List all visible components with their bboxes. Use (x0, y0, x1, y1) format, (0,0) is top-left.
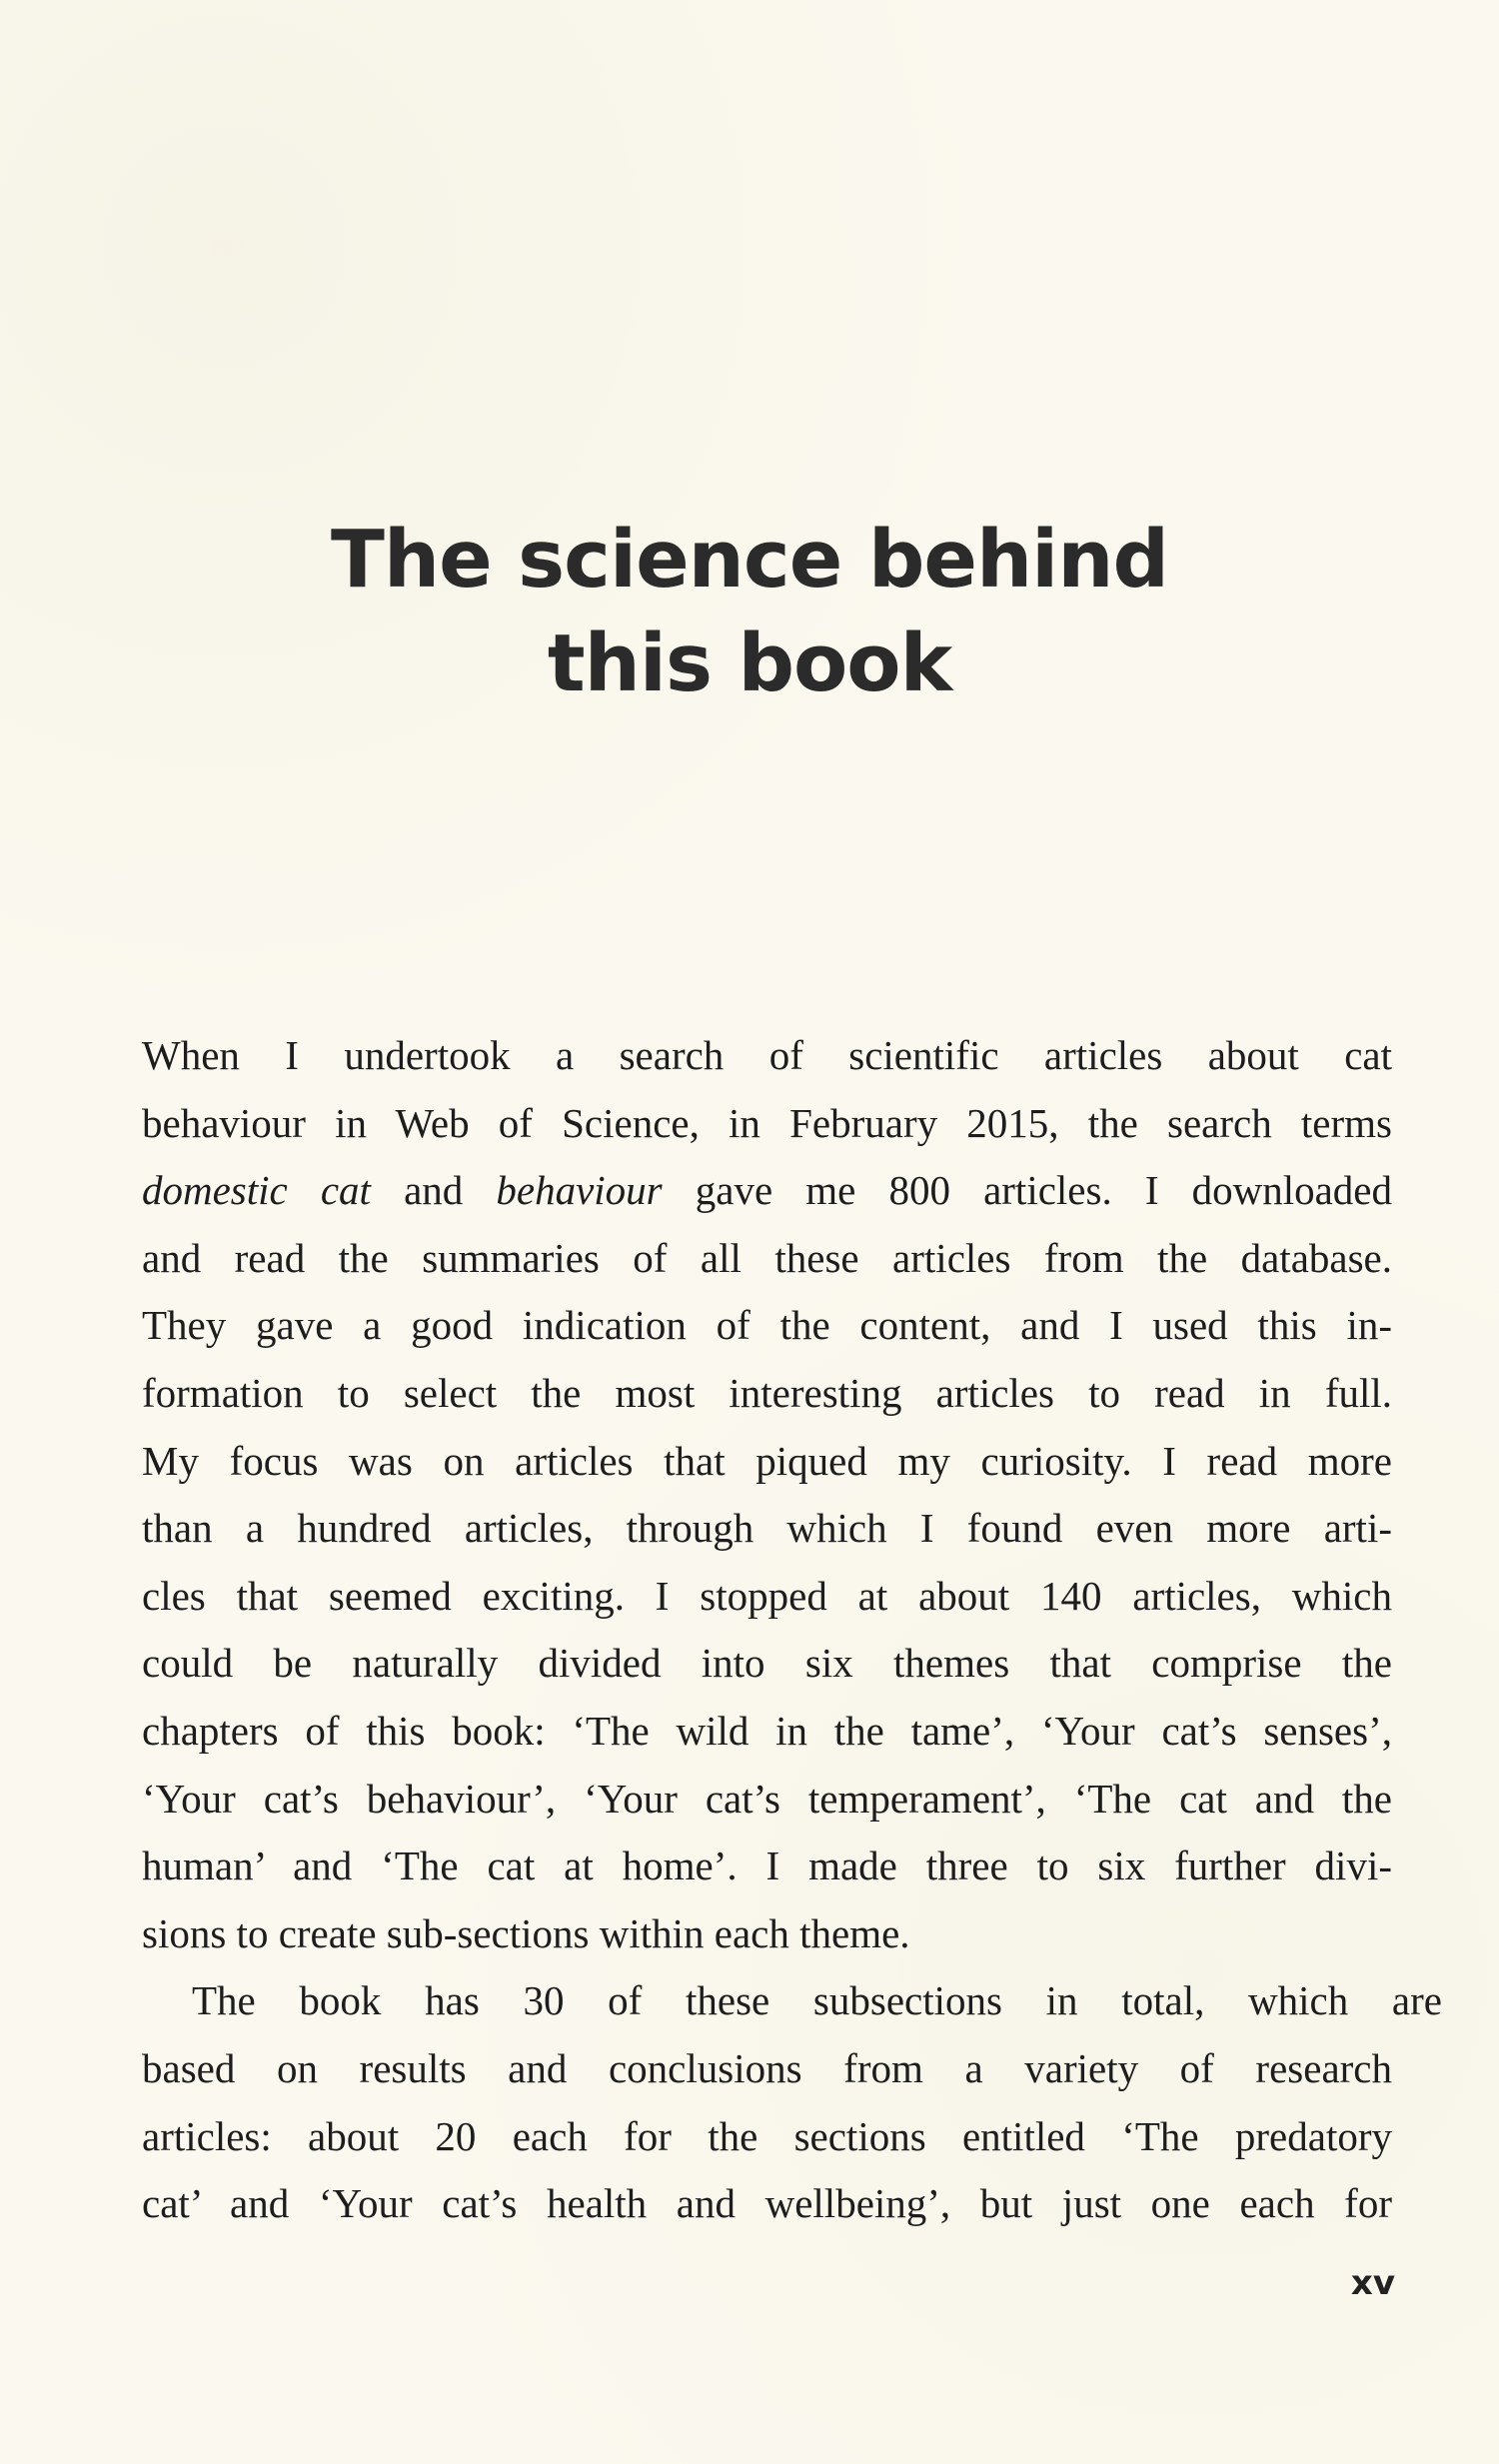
paragraph-1-line-4: and read the summaries of all these articles from the database. (142, 1234, 1392, 1281)
paragraph-1-line-7: My focus was on articles that piqued my curiosity. I read more (142, 1437, 1392, 1484)
paragraph-1-line-10: could be naturally divided into six themes that comprise the (142, 1640, 1392, 1687)
paragraph-1-line-5: They gave a good indication of the content, and I used this in- (142, 1302, 1392, 1349)
paragraph-1-line-6: formation to select the most interesting articles to read in full. (142, 1369, 1392, 1416)
paragraph-2-line-3: articles: about 20 each for the sections entitled ‘The predatory (142, 2112, 1392, 2159)
paragraph-2-line-1: The book has 30 of these subsections in total, which are (192, 1977, 1442, 2024)
line-3-rest: gave me 800 articles. I downloaded (662, 1167, 1392, 1214)
paragraph-1-line-8: than a hundred articles, through which I found even more arti- (142, 1505, 1392, 1552)
line-3-connector: and (370, 1167, 497, 1214)
paragraph-2 (142, 1967, 1442, 2237)
paragraph-1-line-14: sions to create sub-sections within each theme. (142, 1909, 910, 1956)
paragraph-2-line-2: based on results and conclusions from a variety of research (142, 2044, 1392, 2091)
page-number: xv (1350, 2263, 1395, 2303)
body-text (142, 1022, 1442, 2238)
title-line-2: this book (547, 617, 952, 709)
paragraph-1-line-2: behaviour in Web of Science, in February 2015, the search terms (142, 1099, 1392, 1146)
paragraph-1 (142, 1022, 1392, 1967)
title-line-1: The science behind (330, 514, 1169, 606)
page-title (0, 508, 1499, 715)
italic-term-domestic-cat: domestic cat (142, 1167, 371, 1214)
paragraph-1-line-13: human’ and ‘The cat at home’. I made three to six further divi- (142, 1843, 1392, 1889)
paragraph-1-line-3 (142, 1157, 1392, 1225)
italic-term-behaviour: behaviour (496, 1167, 663, 1214)
paragraph-1-line-1: When I undertook a search of scientific articles about cat (142, 1032, 1392, 1078)
paragraph-2-line-4: cat’ and ‘Your cat’s health and wellbeing’, but just one each for (142, 2180, 1392, 2227)
paragraph-1-line-9: cles that seemed exciting. I stopped at about 140 articles, which (142, 1572, 1392, 1619)
paragraph-1-line-12: ‘Your cat’s behaviour’, ‘Your cat’s temperament’, ‘The cat and the (142, 1775, 1392, 1822)
paragraph-1-line-11: chapters of this book: ‘The wild in the tame’, ‘Your cat’s senses’, (142, 1707, 1392, 1754)
